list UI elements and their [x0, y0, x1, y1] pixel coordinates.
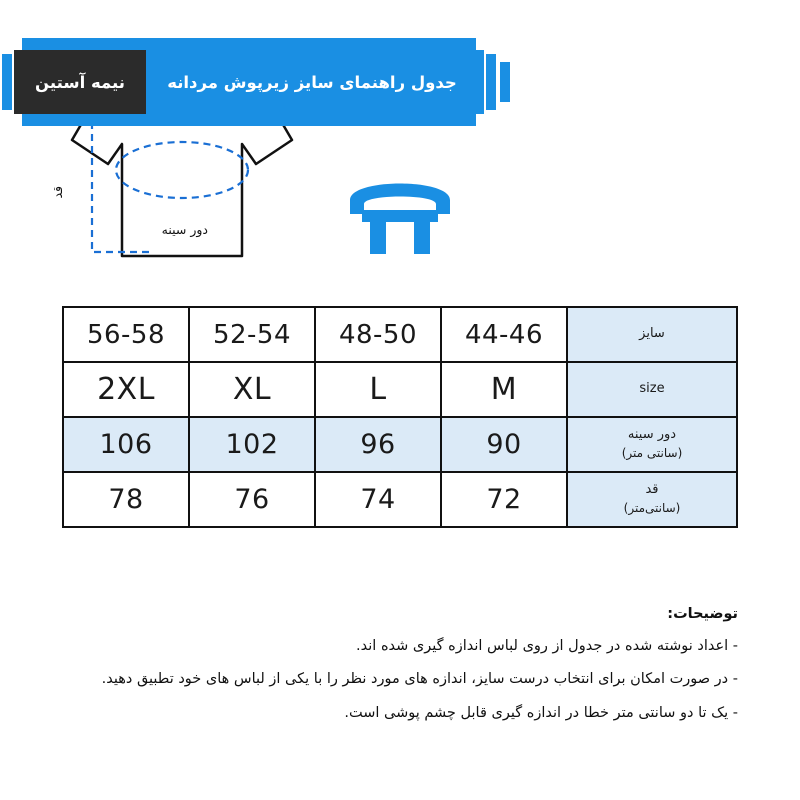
cell-chest-xl: 102	[189, 417, 315, 472]
header-section	[0, 18, 800, 278]
cell-size-l: 48-50	[315, 307, 441, 362]
logo-bar	[362, 210, 438, 222]
table-row	[63, 417, 737, 472]
cell-chest-m: 90	[441, 417, 567, 472]
cell-letter-2xl: 2XL	[63, 362, 189, 417]
cell-length-l: 74	[315, 472, 441, 527]
size-table	[62, 306, 738, 528]
cell-length-xl: 76	[189, 472, 315, 527]
row-header-unit: (سانتی متر)	[621, 446, 683, 461]
row-header-unit: (سانتی‌متر)	[623, 501, 681, 516]
row-header-sizeletter	[567, 362, 737, 417]
length-label: قد	[50, 186, 65, 199]
row-header-length	[567, 472, 737, 527]
row-header-size	[567, 307, 737, 362]
note-item-3: - یک تا دو سانتی متر خطا در اندازه گیری قابل چشم پوشی است.	[344, 705, 738, 722]
cell-size-2xl: 56-58	[63, 307, 189, 362]
notes-title: توضیحات:	[667, 606, 738, 622]
brand-logo	[0, 166, 800, 262]
banner-subtitle: نیمه آستین	[14, 50, 146, 114]
row-header-text: سایز	[639, 326, 665, 342]
row-header-text: size	[639, 381, 665, 397]
row-header-text: قد	[645, 482, 659, 498]
brand-logo-icon	[340, 166, 460, 262]
cell-size-xl: 52-54	[189, 307, 315, 362]
table-row	[63, 472, 737, 527]
row-header-chest	[567, 417, 737, 472]
cell-size-m: 44-46	[441, 307, 567, 362]
title-banner	[14, 32, 484, 132]
cell-length-2xl: 78	[63, 472, 189, 527]
banner-notch-left-1	[2, 54, 12, 110]
logo-arch	[350, 184, 450, 215]
table-row	[63, 307, 737, 362]
cell-letter-l: L	[315, 362, 441, 417]
chest-label: دور سینه	[161, 222, 208, 237]
banner-title: جدول راهنمای سایز زیرپوش مردانه	[167, 72, 457, 92]
cell-length-m: 72	[441, 472, 567, 527]
banner-notch-right-2	[500, 62, 510, 102]
row-header-text: دور سینه	[627, 427, 677, 443]
note-item-2: - در صورت امکان برای انتخاب درست سایز، اندازه های مورد نظر را با یکی از لباس های خود تطبیق دهید.	[101, 671, 738, 688]
banner-core	[14, 50, 484, 114]
banner-notch-right-1	[486, 54, 496, 110]
cell-letter-m: M	[441, 362, 567, 417]
notes-section	[62, 600, 738, 733]
note-item-1: - اعداد نوشته شده در جدول از روی لباس اندازه گیری شده اند.	[356, 637, 738, 654]
cell-chest-l: 96	[315, 417, 441, 472]
cell-chest-2xl: 106	[63, 417, 189, 472]
table-row	[63, 362, 737, 417]
cell-letter-xl: XL	[189, 362, 315, 417]
